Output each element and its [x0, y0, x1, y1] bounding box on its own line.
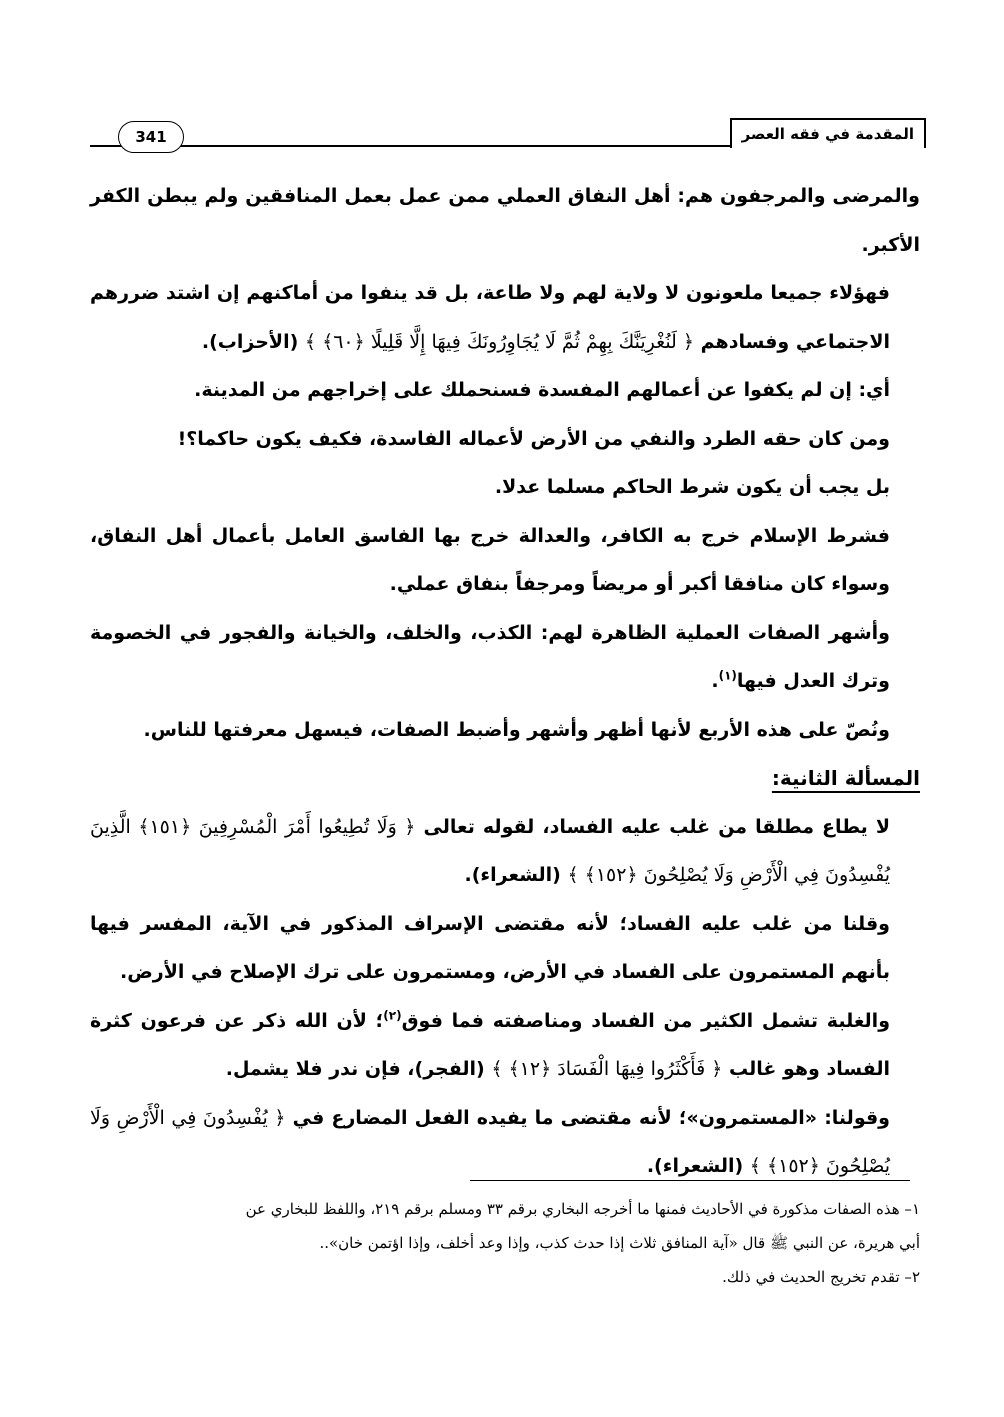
page-number: 341 [118, 121, 184, 153]
body-text [90, 172, 920, 1191]
footnotes [90, 1192, 920, 1294]
paragraph-5-text: بل يجب أن يكون شرط الحاكم مسلما عدلا. [494, 476, 890, 498]
paragraph-10 [90, 900, 920, 997]
paragraph-4-text: ومن كان حقه الطرد والنفي من الأرض لأعماله الفاسدة، فكيف يكون حاكما؟! [177, 427, 890, 450]
quran-verse-ahzab: ﴿ لَنُغْرِيَنَّكَ بِهِمْ ثُمَّ لَا يُجَاوِرُونَكَ فِيهَا إِلَّا قَلِيلًا ﴿٦٠﴾ ﴾ [304, 330, 695, 353]
paragraph-6 [90, 512, 920, 609]
paragraph-6-text: فشرط الإسلام خرج به الكافر، والعدالة خرج بها الفاسق العامل بأعمال أهل النفاق، وسواء كان منافقا أكبر أو مريضاً ومرجفاً بنفاق عملي. [90, 524, 890, 595]
paragraph-10-text: وقلنا من غلب عليه الفساد؛ لأنه مقتضى الإسراف المذكور في الآية، المفسر فيها بأنهم المستمرون على الفساد في الأرض، ومستمرون على ترك الإصلاح في الأرض. [90, 912, 890, 983]
footnote-1-text: ١– هذه الصفات مذكورة في الأحاديث فمنها ما أخرجه البخاري برقم ٣٣ ومسلم برقم ٢١٩، واللفظ للبخاري عن [245, 1200, 920, 1218]
paragraph-8 [90, 706, 920, 755]
footnote-separator [470, 1180, 910, 1181]
paragraph-1-text: والمرضى والمرجفون هم: أهل النفاق العملي ممن عمل بعمل المنافقين ولم يبطن الكفر الأكبر. [90, 185, 920, 256]
paragraph-11-text: والغلبة تشمل الكثير من الفساد ومناصفته فما فوق [401, 1009, 891, 1032]
footnote-1-text-b: أبي هريرة، عن النبي [792, 1234, 920, 1252]
paragraph-7-end: . [711, 670, 719, 692]
paragraph-9 [90, 803, 920, 900]
footnote-marker-2: (٢) [383, 1008, 402, 1023]
paragraph-2 [90, 269, 920, 366]
quran-verse-shuara: ﴿ وَلَا تُطِيعُوا أَمْرَ الْمُسْرِفِينَ ﴿١٥١﴾ الَّذِينَ يُفْسِدُونَ فِي الْأَرْضِ وَلَا يُصْلِحُونَ ﴿١٥٢﴾ ﴾ [90, 815, 890, 886]
paragraph-7 [90, 609, 920, 706]
paragraph-12-text: وقولنا: «المستمرون»؛ لأنه مقتضى ما يفيده الفعل المضارع في [292, 1106, 890, 1129]
footnote-2 [90, 1260, 920, 1294]
footnote-marker-1: (١) [718, 668, 737, 683]
footnote-2-text: ٢– تقدم تخريج الحديث في ذلك. [722, 1268, 920, 1286]
paragraph-11-text-b: ؛ لأن الله ذكر عن فرعون كثرة الفساد وهو غالب [90, 1009, 890, 1080]
footnote-1 [90, 1192, 920, 1226]
paragraph-5 [90, 463, 920, 512]
paragraph-4 [90, 415, 920, 464]
paragraph-2-text: فهؤلاء جميعا ملعونون لا ولاية لهم ولا طاعة، بل قد ينفوا من أماكنهم إن اشتد ضررهم [90, 282, 890, 304]
paragraph-11-text-c: (الفجر)، فإن ندر فلا يشمل. [225, 1058, 485, 1080]
footnote-1-text-c: قال «آية المنافق ثلاث إذا حدث كذب، وإذا وعد أخلف، وإذا اؤتمن خان».. [319, 1234, 766, 1252]
quran-verse-fajr: ﴿ فَأَكْثَرُوا فِيهَا الْفَسَادَ ﴿١٢﴾ ﴾ [491, 1058, 723, 1080]
section-heading: المسألة الثانية: [771, 766, 920, 790]
quran-verse-shuara-2: ﴿ يُفْسِدُونَ فِي الْأَرْضِ وَلَا يُصْلِحُونَ ﴿١٥٢﴾ ﴾ [90, 1106, 890, 1177]
surah-reference: (الشعراء). [464, 864, 561, 886]
salawat-symbol: ﷺ [769, 1234, 789, 1252]
paragraph-3-text: أي: إن لم يكفوا عن أعمالهم المفسدة فسنحملك على إخراجهم من المدينة. [194, 379, 890, 401]
paragraph-1 [90, 172, 920, 269]
paragraph-7-text: وأشهر الصفات العملية الظاهرة لهم: الكذب، والخلف، والخيانة والفجور في الخصومة وترك العدل فيها [90, 621, 890, 692]
paragraph-9-text: لا يطاع مطلقا من غلب عليه الفساد، لقوله تعالى [423, 815, 891, 838]
paragraph-8-text: ونُصّ على هذه الأربع لأنها أظهر وأشهر وأضبط الصفات، فيسهل معرفتها للناس. [143, 718, 890, 741]
paragraph-3 [90, 366, 920, 415]
surah-reference: (الأحزاب). [201, 330, 299, 353]
paragraph-11 [90, 997, 920, 1094]
surah-reference: (الشعراء). [646, 1155, 744, 1177]
book-title: المقدمة في فقه العصر [730, 118, 926, 148]
paragraph-2-text-b: الاجتماعي وفسادهم [700, 330, 890, 353]
footnote-1-cont [90, 1226, 920, 1260]
paragraph-12 [90, 1094, 920, 1191]
